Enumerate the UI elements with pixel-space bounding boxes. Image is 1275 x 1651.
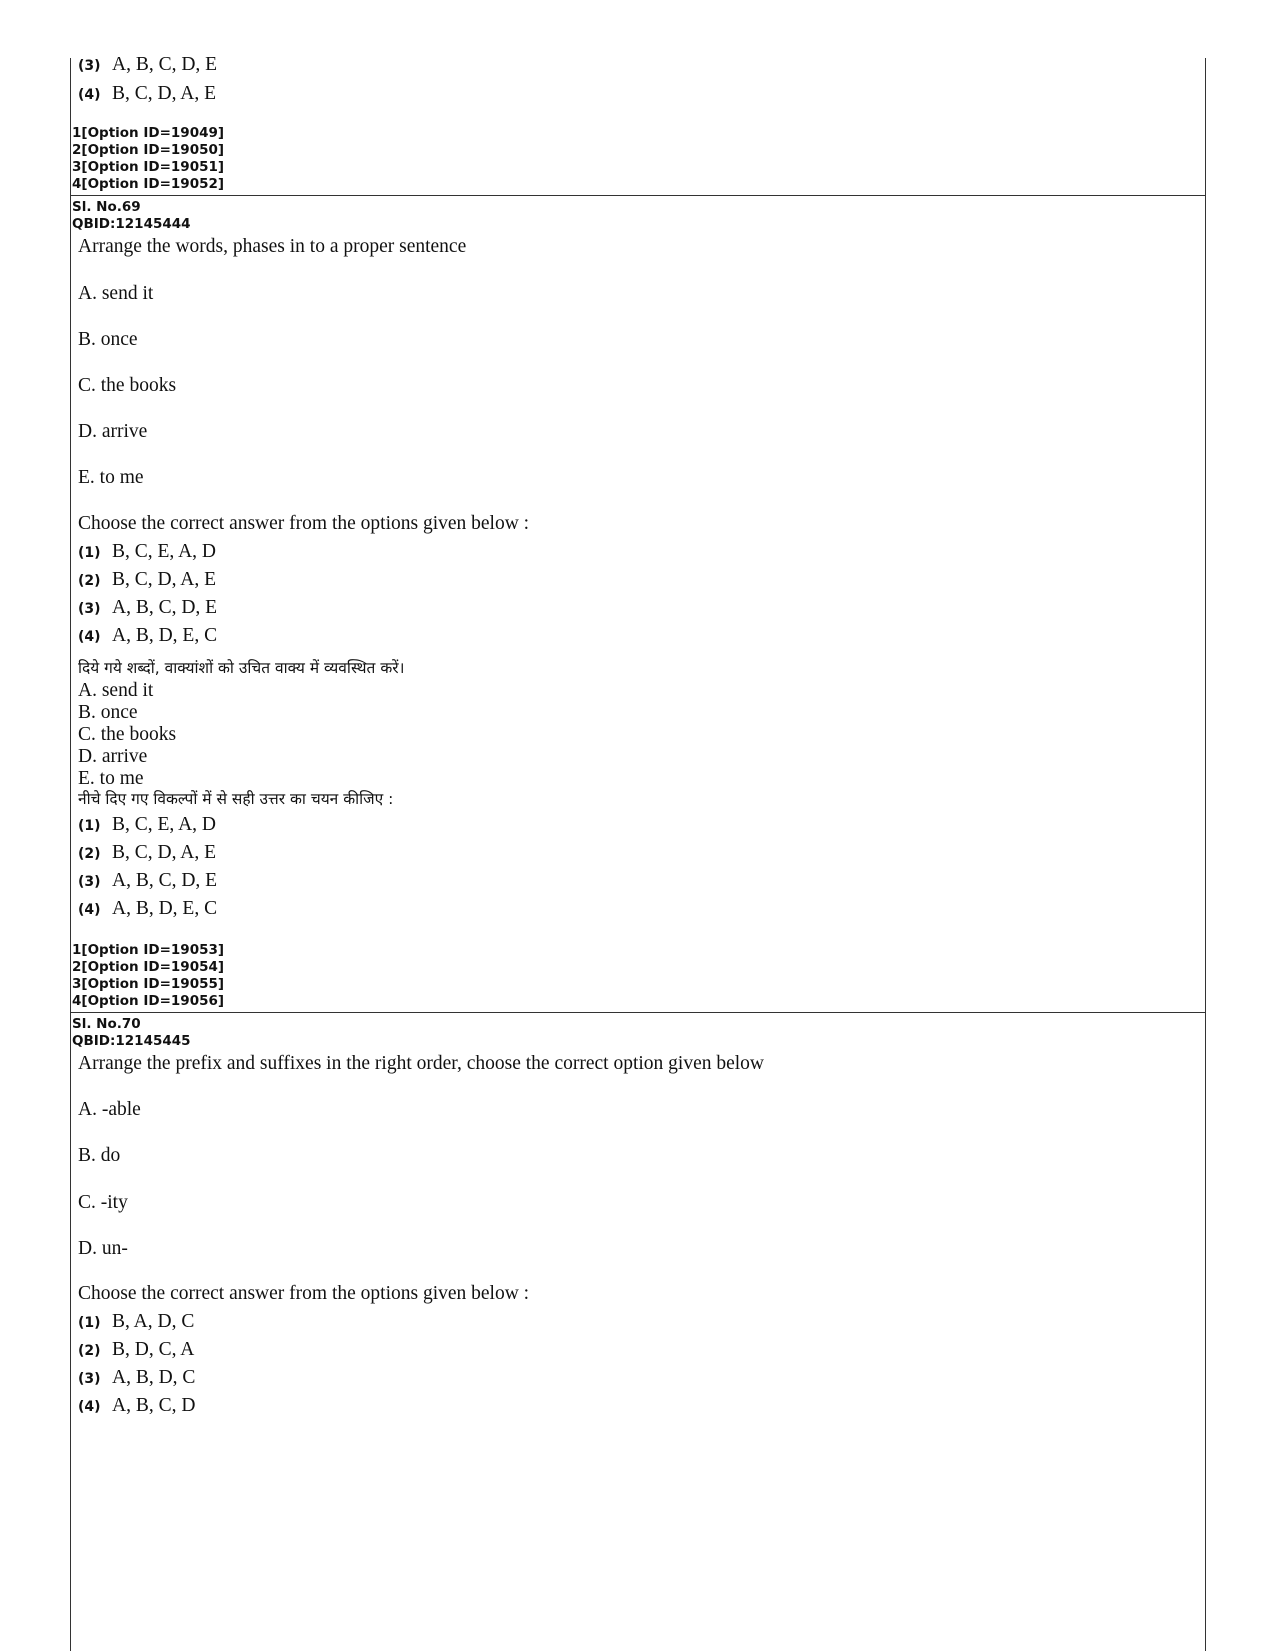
q70-question: Arrange the prefix and suffixes in the right order, choose the correct option given below	[78, 1053, 765, 1074]
option-number: (4)	[78, 1399, 101, 1415]
q69-hindi-choose-text: नीचे दिए गए विकल्पों में से सही उत्तर का चयन कीजिए :	[78, 790, 394, 808]
q69-hindi-item-e: E. to me	[78, 768, 144, 789]
section-divider	[70, 195, 1206, 196]
option-text: A, B, C, D, E	[112, 597, 218, 618]
option-id: 2[Option ID=19050]	[72, 142, 225, 158]
option-number: (1)	[78, 818, 101, 834]
q69-option-3	[78, 597, 217, 619]
qbid: QBID:12145445	[72, 1033, 191, 1049]
option-number: (1)	[78, 545, 101, 561]
q68-option-ids	[72, 125, 224, 193]
sl-no: Sl. No.69	[72, 199, 141, 215]
q70-item-b: B. do	[78, 1145, 121, 1166]
q69-hindi-option-1	[78, 814, 216, 836]
option-text: A, B, D, E, C	[112, 625, 218, 646]
option-number: (4)	[78, 87, 101, 103]
option-text: A, B, C, D, E	[112, 870, 218, 891]
option-id: 3[Option ID=19051]	[72, 159, 225, 175]
option-text: B, C, D, A, E	[112, 83, 217, 104]
q69-option-4	[78, 625, 217, 647]
option-number: (3)	[78, 1371, 101, 1387]
q69-item-e: E. to me	[78, 467, 144, 488]
option-text: A, B, C, D	[112, 1395, 196, 1416]
option-text: A, B, D, E, C	[112, 898, 218, 919]
q69-option-ids	[72, 942, 224, 1010]
q69-hindi-option-3	[78, 870, 217, 892]
q69-choose-text: Choose the correct answer from the options given below :	[78, 513, 530, 534]
option-text: B, C, E, A, D	[112, 541, 217, 562]
option-id: 4[Option ID=19056]	[72, 993, 225, 1009]
q69-option-1	[78, 541, 216, 563]
option-number: (1)	[78, 1315, 101, 1331]
q70-item-c: C. -ity	[78, 1192, 128, 1213]
option-number: (3)	[78, 874, 101, 890]
section-divider	[70, 1012, 1206, 1013]
q70-item-a: A. -able	[78, 1099, 141, 1120]
q70-header	[72, 1016, 191, 1050]
q69-hindi-item-a: A. send it	[78, 680, 154, 701]
q68-option-4	[78, 83, 216, 105]
q69-hindi-option-2	[78, 842, 216, 864]
q69-option-2	[78, 569, 216, 591]
q69-hindi-option-4	[78, 898, 217, 920]
option-text: A, B, D, C	[112, 1367, 196, 1388]
option-number: (3)	[78, 601, 101, 617]
q69-item-d: D. arrive	[78, 421, 148, 442]
q69-item-b: B. once	[78, 329, 138, 350]
q69-item-a: A. send it	[78, 283, 154, 304]
q69-hindi-item-d: D. arrive	[78, 746, 148, 767]
option-number: (2)	[78, 846, 101, 862]
q69-question: Arrange the words, phases in to a proper sentence	[78, 236, 467, 257]
q70-item-d: D. un-	[78, 1238, 128, 1259]
q70-option-2	[78, 1339, 194, 1361]
option-text: B, C, E, A, D	[112, 814, 217, 835]
option-number: (3)	[78, 58, 101, 74]
q70-option-4	[78, 1395, 195, 1417]
q68-option-3	[78, 54, 217, 76]
q69-hindi-question: दिये गये शब्दों, वाक्यांशों को उचित वाक्य में व्यवस्थित करें।	[78, 659, 405, 677]
option-id: 3[Option ID=19055]	[72, 976, 225, 992]
option-number: (2)	[78, 1343, 101, 1359]
q69-hindi-item-b: B. once	[78, 702, 138, 723]
q69-header	[72, 199, 191, 233]
option-text: B, C, D, A, E	[112, 569, 217, 590]
q70-choose-text: Choose the correct answer from the options given below :	[78, 1283, 530, 1304]
option-number: (4)	[78, 902, 101, 918]
option-text: B, D, C, A	[112, 1339, 195, 1360]
qbid: QBID:12145444	[72, 216, 191, 232]
q69-hindi-item-c: C. the books	[78, 724, 177, 745]
option-text: B, C, D, A, E	[112, 842, 217, 863]
q70-option-3	[78, 1367, 195, 1389]
q69-item-c: C. the books	[78, 375, 177, 396]
option-id: 1[Option ID=19053]	[72, 942, 225, 958]
option-id: 4[Option ID=19052]	[72, 176, 225, 192]
page-frame	[70, 58, 1206, 1651]
option-number: (2)	[78, 573, 101, 589]
option-text: A, B, C, D, E	[112, 54, 218, 75]
option-number: (4)	[78, 629, 101, 645]
option-text: B, A, D, C	[112, 1311, 195, 1332]
option-id: 2[Option ID=19054]	[72, 959, 225, 975]
option-id: 1[Option ID=19049]	[72, 125, 225, 141]
q70-option-1	[78, 1311, 194, 1333]
sl-no: Sl. No.70	[72, 1016, 141, 1032]
